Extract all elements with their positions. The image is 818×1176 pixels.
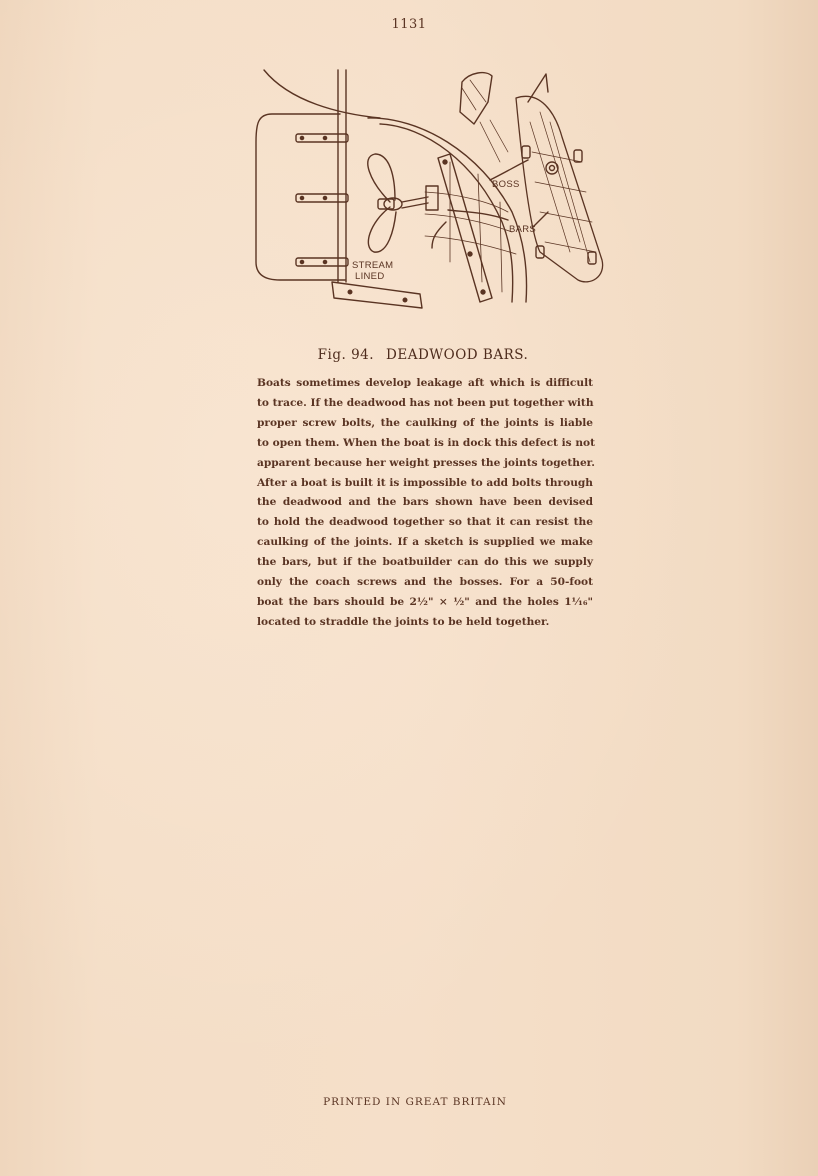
- body-paragraph: [257, 374, 593, 633]
- body-line: to hold the deadwood together so that it can resist the: [257, 516, 593, 529]
- figure-caption: [0, 347, 818, 363]
- stream-lined-label-line2: LINED: [355, 271, 385, 282]
- page-number: 1131: [391, 17, 427, 32]
- deadwood-bars-drawing: [250, 62, 620, 322]
- stream-lined-label-line1: STREAM: [352, 260, 394, 271]
- body-line: located to straddle the joints to be held together.: [257, 615, 550, 628]
- figure-number: Fig. 94.: [317, 347, 375, 363]
- body-line: proper screw bolts, the caulking of the joints is liable: [257, 416, 593, 429]
- body-line: to open them. When the boat is in dock this defect is not: [257, 436, 595, 449]
- bars-label: BARS: [509, 224, 537, 235]
- body-line: only the coach screws and the bosses. For a 50-foot: [257, 576, 593, 589]
- body-line: boat the bars should be 2½" × ½" and the holes 1⅟₁₆": [257, 595, 593, 608]
- body-line: to trace. If the deadwood has not been put together with: [257, 396, 594, 409]
- hull-curve: [264, 70, 380, 118]
- body-line: apparent because her weight presses the joints together.: [257, 456, 595, 469]
- deadwood-bars-illustration: [250, 62, 620, 322]
- body-line: Boats sometimes develop leakage aft which is difficult: [257, 377, 593, 389]
- printed-in-footer: PRINTED IN GREAT BRITAIN: [323, 1096, 507, 1108]
- body-line: the bars, but if the boatbuilder can do this we supply: [257, 556, 593, 569]
- body-line: caulking of the joints. If a sketch is supplied we make: [257, 536, 593, 549]
- body-line: After a boat is built it is impossible to add bolts through: [257, 476, 593, 489]
- body-line: the deadwood and the bars shown have been devised: [257, 496, 593, 509]
- figure-title: DEADWOOD BARS.: [386, 347, 529, 363]
- boss-label: BOSS: [492, 179, 520, 190]
